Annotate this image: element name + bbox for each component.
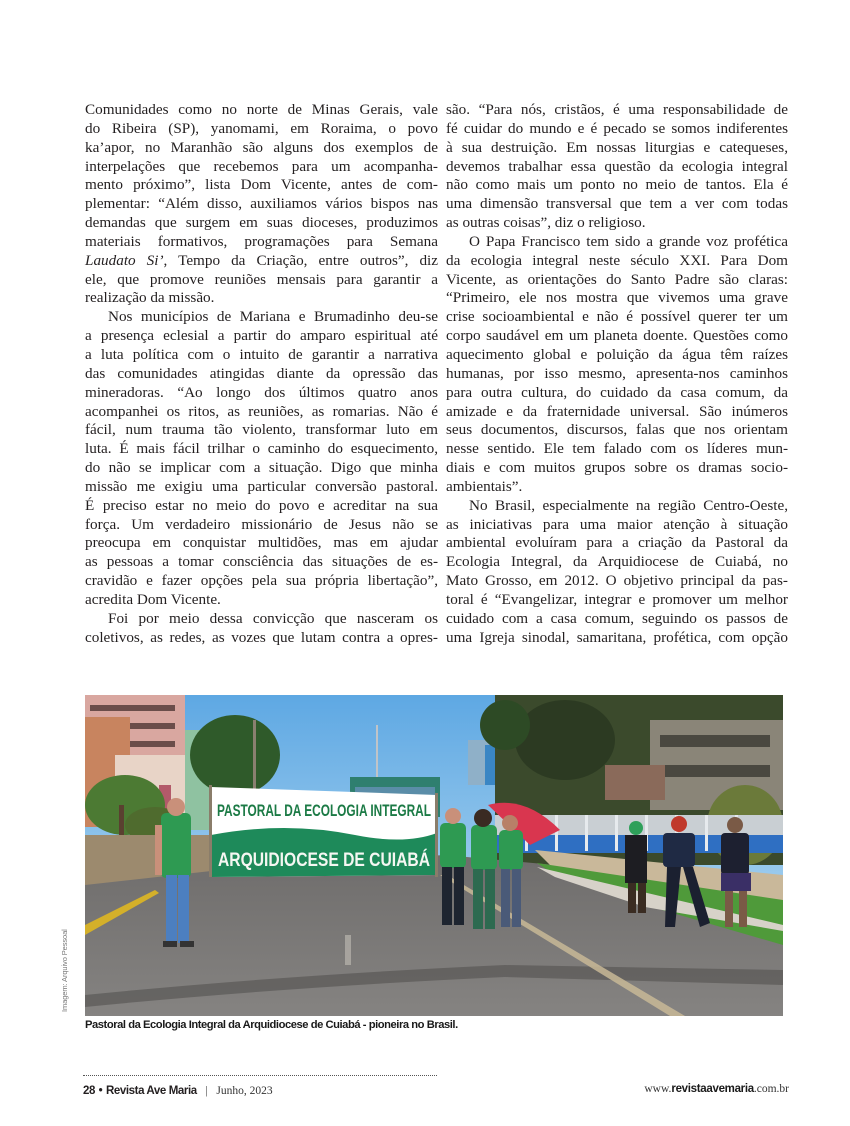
text-line: fácil, num trauma tão violento, transformar luto em: [85, 421, 438, 439]
text-line: Foi por meio dessa convicção que nasceram os: [108, 609, 438, 627]
photo-credit: Imagem: Arquivo Pessoal: [60, 929, 69, 1012]
text-line: crise socioambiental e não é possível querer ter um: [446, 308, 788, 326]
text-line: seus documentos, discursos, falas que nos orientam: [446, 421, 788, 439]
text-line: No Brasil, especialmente na região Centro-Oeste,: [469, 496, 788, 514]
text-line: toral é “Evangelizar, integrar e promover um melhor: [446, 590, 788, 608]
text-line: preocupa em conquistar multidões, mas em ajudar: [85, 534, 438, 552]
website-link[interactable]: www.revistaavemaria.com.br: [644, 1083, 789, 1095]
text-line: as outras coisas”, diz o religioso.: [446, 214, 646, 232]
text-line: coletivos, as redes, as vozes que lutam contra a opres-: [85, 628, 438, 646]
text-line: humanas, por isso mesmo, apresenta-nos caminhos: [446, 364, 788, 382]
text-line: das comunidades atingidas diante da opressão das: [85, 364, 438, 382]
text-line: diais e com muitos grupos sobre os dramas socio-: [446, 459, 788, 477]
text-line: corpo saudável em um planeta doente. Questões como: [446, 327, 788, 345]
footer-page-info: [83, 1083, 273, 1097]
text-line: força. Um verdadeiro missionário de Jesus não se: [85, 515, 438, 533]
text-line: acompanhei os ritos, as reuniões, as romarias. Não é: [85, 402, 438, 420]
text-line: missão me exigiu uma particular conversão pastoral.: [85, 477, 438, 495]
banner-line-2: ARQUIDIOCESE DE CUIABÁ: [218, 850, 476, 871]
text-line: a presença eclesial a partir do amparo espiritual até: [85, 327, 438, 345]
text-line: Mato Grosso, em 2012. O objetivo principal da pas-: [446, 572, 788, 590]
text-line: interpelações que recebemos para um acompanha-: [85, 157, 438, 175]
website-domain: revistaavemaria: [671, 1083, 754, 1095]
text-line: não como mais um ponto no meio de tantos. Ela é: [446, 176, 788, 194]
text-line: O Papa Francisco tem sido a grande voz profética: [469, 232, 788, 250]
text-line: do Ribeira (SP), yanomami, em Roraima, o povo: [85, 119, 438, 137]
text-line: cravidão e fazer opções pela sua própria libertação”,: [85, 572, 438, 590]
text-line: Nos municípios de Mariana e Brumadinho deu-se: [108, 308, 438, 326]
text-line: as pessoas a tomar consciência das situações de es-: [85, 553, 438, 571]
text-line: da ecologia integral neste século XXI. Para Dom: [446, 251, 788, 269]
photo-illustration: [85, 695, 783, 1016]
text-line: mineradoras. “Ao longo dos últimos quatro anos: [85, 383, 438, 401]
text-line: mento próximo”, lista Dom Vicente, antes de com-: [85, 176, 438, 194]
article-column-right: [446, 101, 788, 647]
text-line: Comunidades como no norte de Minas Gerais, vale: [85, 101, 438, 118]
text-line: uma dimensão transversal que tem a ver com todas: [446, 195, 788, 213]
text-line: cuidado com a casa comum, seguindo os passos de: [446, 609, 788, 627]
page-number: 28: [83, 1085, 95, 1097]
text-line: para outra cultura, do cuidado da casa comum, da: [446, 383, 788, 401]
text-line: acredita Dom Vicente.: [85, 590, 221, 608]
text-line: são. “Para nós, cristãos, é uma responsabilidade de: [446, 101, 788, 118]
text-line: Laudato Si’, Tempo da Criação, entre outros”, diz: [85, 251, 438, 269]
bullet-separator: •: [98, 1085, 103, 1097]
text-line: É preciso estar no meio do povo e acreditar na sua: [85, 496, 438, 514]
text-line: Vicente, as orientações do Santo Padre são claras:: [446, 270, 788, 288]
issue-date: Junho, 2023: [216, 1085, 273, 1097]
footer-divider: [83, 1075, 437, 1076]
italic-title: Laudato Si’: [85, 251, 164, 269]
text-line: ele, que promove reuniões mensais para garantir a: [85, 270, 438, 288]
text-line: “Primeiro, ele nos mostra que vivemos uma grave: [446, 289, 788, 307]
text-line: demandas que surgem em suas dioceses, produzimos: [85, 214, 438, 232]
photo-caption: Pastoral da Ecologia Integral da Arquidiocese de Cuiabá - pioneira no Brasil.: [85, 1019, 458, 1031]
text-line: amizade e da fraternidade universal. São inúmeros: [446, 402, 788, 420]
text-line: nesse sentido. Ele tem falado com os líderes mun-: [446, 440, 788, 458]
banner-line-1: PASTORAL DA ECOLOGIA INTEGRAL: [217, 801, 431, 820]
text-line: fé cuidar do mundo e é pecado se somos indiferentes: [446, 119, 788, 137]
pipe-separator: |: [205, 1085, 208, 1097]
text-line: uma Igreja sinodal, samaritana, profética, com opção: [446, 628, 788, 646]
text-line: a luta política com o intuito de garantir a narrativa: [85, 345, 438, 363]
text-line: Ecologia Integral, da Arquidiocese de Cuiabá, no: [446, 553, 788, 571]
text-line: ambiental evoluíram para a criação da Pastoral da: [446, 534, 788, 552]
text-line: aquecimento global e poluição da água têm raízes: [446, 345, 788, 363]
text-line: luta. É mais fácil trilhar o caminho do esquecimento,: [85, 440, 438, 458]
text-line: do não se implicar com a situação. Digo que minha: [85, 459, 438, 477]
text-line: materiais formativos, programações para Semana: [85, 232, 438, 250]
text-line: ka’apor, no Maranhão são alguns dos exemplos de: [85, 138, 438, 156]
article-photo: [85, 695, 783, 1016]
text-line: à sua destruição. Em nossas liturgias e catequeses,: [446, 138, 788, 156]
text-line: ambientais”.: [446, 477, 523, 495]
text-line: as iniciativas para uma maior atenção à situação: [446, 515, 788, 533]
text-line: devemos trabalhar essa questão da ecologia integral: [446, 157, 788, 175]
text-line: plementar: “Além disso, auxiliamos vários bispos nas: [85, 195, 438, 213]
text-line: realização da missão.: [85, 289, 215, 307]
magazine-name: Revista Ave Maria: [105, 1085, 197, 1097]
article-column-left: [85, 101, 438, 647]
